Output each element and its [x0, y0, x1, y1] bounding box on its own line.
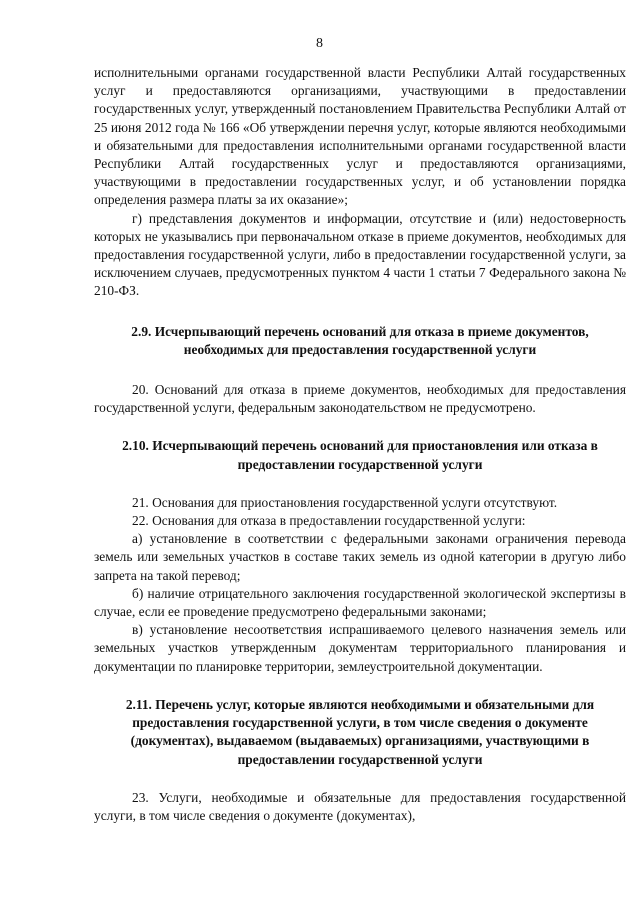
paragraph-continuation: исполнительными органами государственной власти Республики Алтай государственных услуг и предоставляются организациями, участвующими в предоставлении государственных услуг, утвержденный постановлением Правительства Республики Алтай от 25 июня 2012 года № 166 «Об утверждении перечня услуг, которые являются необходимыми и обязательными для предоставления исполнительными органами государственной власти Республики Алтай государственных услуг и предоставляются организациями, участвующими в предоставлении государственных услуг, и об установлении порядка определения размера платы за их оказание»;: [94, 65, 626, 208]
paragraph-23: 23. Услуги, необходимые и обязательные для предоставления государственной услуги, в том числе сведения о документе (документах),: [94, 789, 626, 823]
page-number: 8: [316, 36, 323, 51]
section-heading-2-10: 2.10. Исчерпывающий перечень оснований для приостановления или отказа в предоставлении государственной услуги: [122, 438, 598, 472]
paragraph-22-a: а) установление в соответствии с федеральными законами ограничения перевода земель или земельных участков в составе таких земель из одной категории в другую либо запрета на такой перевод;: [94, 531, 626, 583]
section-heading-2-11: 2.11. Перечень услуг, которые являются необходимыми и обязательными для предоставления государственной услуги, в том числе сведения о документе (документах), выдаваемом (выдаваемых) организациями, участвующими в предоставлении государственной услуги: [125, 696, 595, 767]
paragraph-22-v: в) установление несоответствия испрашиваемого целевого назначения земель или земельных участков утвержденным документам территориального планирования и документации по планировке территории, землеустроительной документации.: [94, 622, 626, 674]
paragraph-21: 21. Основания для приостановления государственной услуги отсутствуют.: [132, 494, 558, 510]
paragraph-item-g: г) представления документов и информации, отсутствие и (или) недостоверность которых не указывались при первоначальном отказе в приеме документов, необходимых для предоставления государственной услуги, либо в предоставлении государственной услуги, за исключением случаев, предусмотренных пунктом 4 части 1 статьи 7 Федерального закона № 210-ФЗ.: [94, 210, 626, 299]
document-body: [94, 64, 626, 825]
section-heading-2-9: 2.9. Исчерпывающий перечень оснований для отказа в приеме документов, необходимых для предоставления государственной услуги: [131, 323, 589, 357]
paragraph-22-b: б) наличие отрицательного заключения государственной экологической экспертизы в случае, если ее проведение предусмотрено федеральными законами;: [94, 585, 626, 620]
paragraph-22: 22. Основания для отказа в предоставлении государственной услуги:: [132, 513, 526, 529]
paragraph-20: 20. Оснований для отказа в приеме документов, необходимых для предоставления государственной услуги, федеральным законодательством не предусмотрено.: [94, 382, 626, 416]
